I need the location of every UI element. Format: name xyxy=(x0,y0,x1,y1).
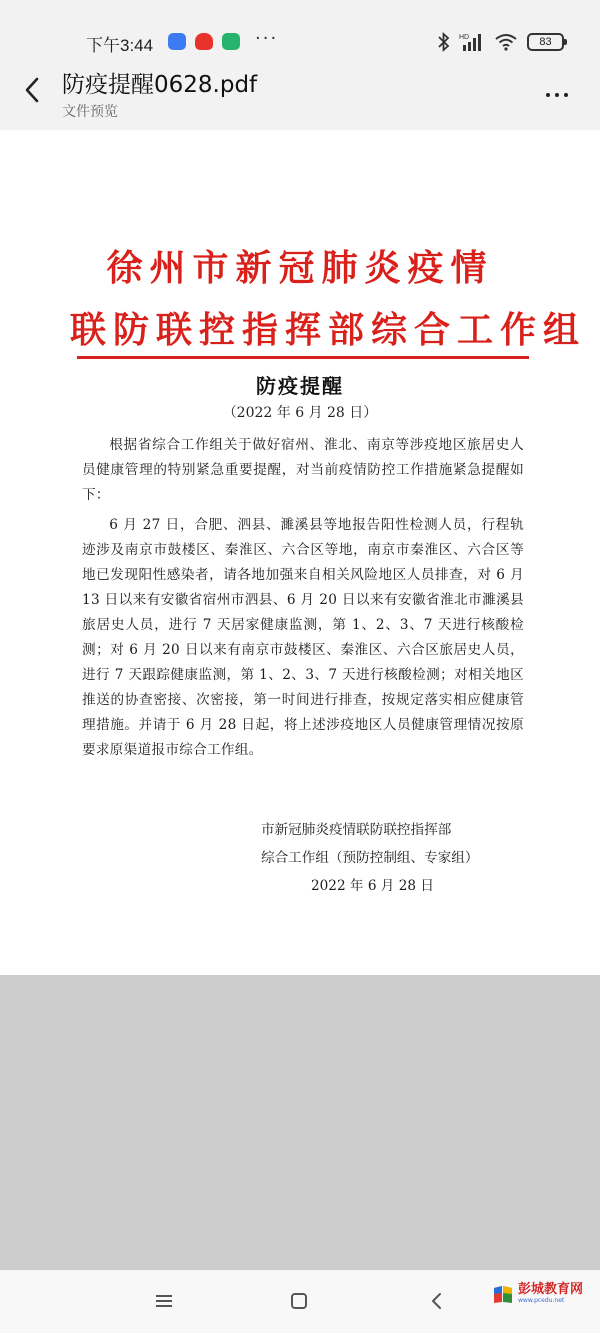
back-button[interactable] xyxy=(14,72,50,108)
app-header xyxy=(0,58,600,130)
back-icon xyxy=(430,1292,444,1310)
more-icon xyxy=(546,93,568,97)
bluetooth-icon xyxy=(438,32,450,52)
signal-hd-icon xyxy=(459,32,485,52)
signature-date: 2022 年 6 月 28 日 xyxy=(311,878,434,894)
org-title-line-2: 联防联控指挥部综合工作组 xyxy=(70,309,587,351)
security-app-icon xyxy=(222,33,240,50)
battery-icon: 83 xyxy=(527,33,564,51)
watermark-text: 彭城教育网 xyxy=(518,1282,584,1297)
svg-text:HD: HD xyxy=(459,34,470,41)
watermark xyxy=(492,1280,583,1308)
signature-group: 综合工作组（预防控制组、专家组） xyxy=(261,850,479,866)
status-time: 下午3:44 xyxy=(86,36,154,55)
shopping-app-icon xyxy=(195,33,213,50)
file-title: 防疫提醒0628.pdf xyxy=(62,72,258,98)
watermark-text-group xyxy=(518,1283,583,1305)
notification-more-indicator: ··· xyxy=(255,28,279,49)
watermark-logo-icon xyxy=(492,1283,514,1305)
document-title: 防疫提醒 xyxy=(256,374,344,398)
document-page[interactable] xyxy=(0,130,600,975)
more-button[interactable] xyxy=(540,78,574,112)
menu-icon xyxy=(155,1293,173,1309)
status-right-group xyxy=(438,31,564,53)
baidu-app-icon xyxy=(168,33,186,50)
paragraph-intro: 根据省综合工作组关于做好宿州、淮北、南京等涉疫地区旅居史人员健康管理的特别紧急重要提醒，对当前疫情防控工作措施紧急提醒如下： xyxy=(82,437,524,503)
back-icon xyxy=(23,77,41,103)
nav-home-button[interactable] xyxy=(282,1285,316,1317)
document-date: （2022 年 6 月 28 日） xyxy=(222,405,378,421)
watermark-url: www.pcedu.net xyxy=(518,1297,565,1304)
signature-org: 市新冠肺炎疫情联防联控指挥部 xyxy=(261,822,452,838)
org-title-line-1: 徐州市新冠肺炎疫情 xyxy=(106,247,494,289)
nav-back-button[interactable] xyxy=(420,1285,454,1317)
file-subtitle: 文件预览 xyxy=(62,104,118,120)
nav-menu-button[interactable] xyxy=(147,1285,181,1317)
status-bar xyxy=(0,0,600,58)
wifi-icon xyxy=(494,33,518,51)
red-divider xyxy=(77,356,529,359)
home-icon xyxy=(290,1292,308,1310)
viewer-empty-area xyxy=(0,975,600,1270)
paragraph-body: 6 月 27 日，合肥、泗县、濉溪县等地报告阳性检测人员，行程轨迹涉及南京市鼓楼区、秦淮区、六合区等地，南京市秦淮区、六合区等地已发现阳性感染者，请各地加强来自相关风险地区人员排查，对 6 月 13 日以来有安徽省宿州市泗县、6 月 20 日以来有安徽省淮北市濉溪县旅居史人员，进行 7 天居家健康监测，第 1、2、3、7 天进行核酸检测；对 6 月 20 日以来有南京市鼓楼区、秦淮区、六合区旅居史人员，进行 7 天跟踪健康监测，第 1、2、3、7 天进行核酸检测；对相关地区推送的协查密接、次密接，第一时间进行排查，按规定落实相应健康管理措施。并请于 6 月 28 日起，将上述涉疫地区人员健康管理情况按原要求原渠道报市综合工作组。 xyxy=(82,517,524,758)
